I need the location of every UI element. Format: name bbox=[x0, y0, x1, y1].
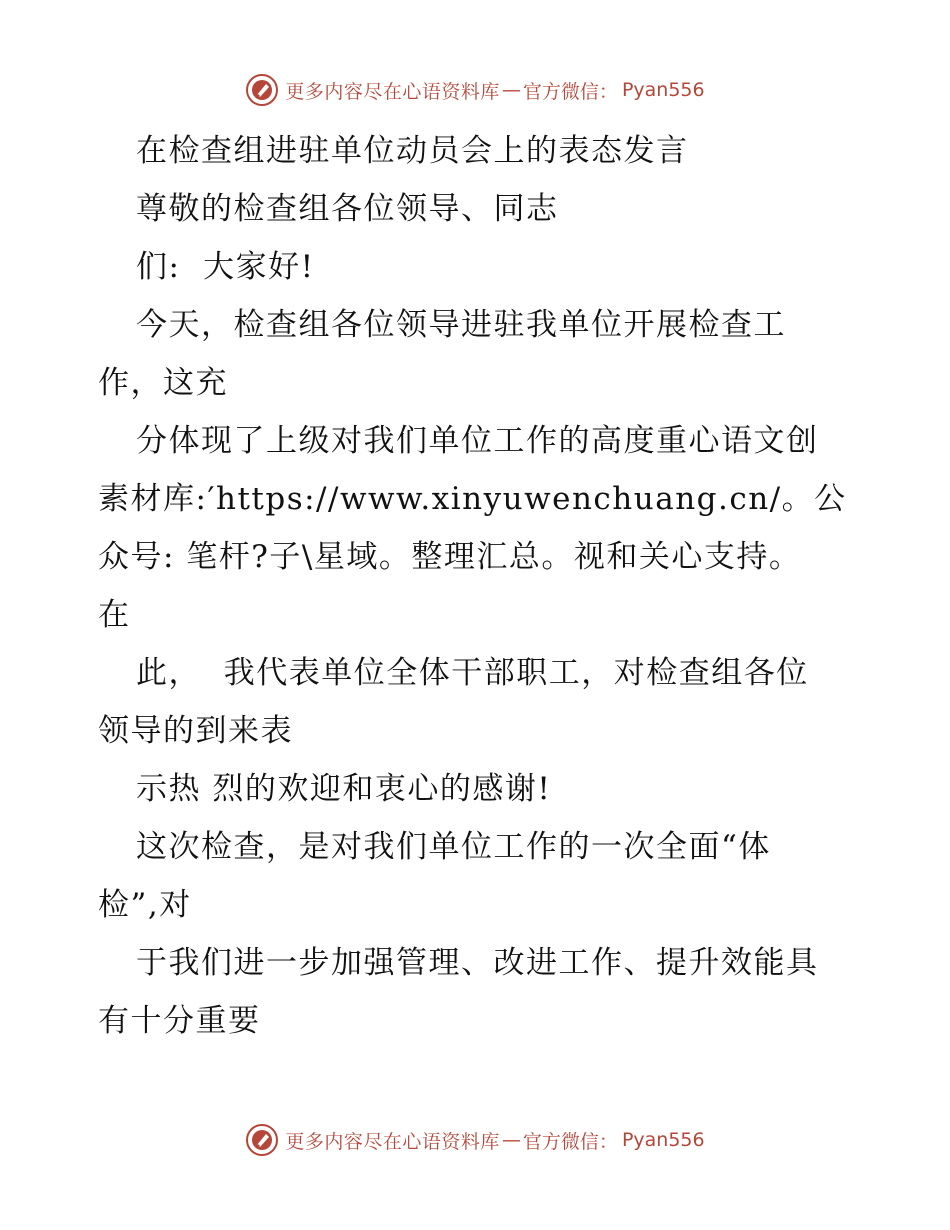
banner-dash: — bbox=[501, 79, 521, 101]
paragraph-line: 们: 大家好! bbox=[136, 249, 315, 285]
paragraph-line: 此， 我代表单位全体干部职工，对检查组各位 bbox=[136, 655, 809, 691]
paragraph-line: 众号: 笔杆?子\星域。整理汇总。视和关心支持。 bbox=[98, 539, 802, 575]
banner-prefix-text: 更多内容尽在心语资料库 bbox=[285, 1130, 500, 1153]
pen-nib-logo-icon bbox=[245, 1123, 279, 1157]
banner-dash: — bbox=[501, 1129, 521, 1151]
document-body bbox=[98, 122, 858, 1050]
paragraph-line: 领导的到来表 bbox=[98, 713, 293, 749]
document-title: 在检查组进驻单位动员会上的表态发言 bbox=[136, 133, 689, 169]
banner-wechat-id: Pyan556 bbox=[621, 79, 705, 101]
header-banner bbox=[0, 70, 950, 110]
paragraph-line: 于我们进一步加强管理、改进工作、提升效能具 bbox=[136, 945, 819, 981]
paragraph-line: 尊敬的检查组各位领导、同志 bbox=[136, 191, 559, 227]
paragraph-line: 有十分重要 bbox=[98, 1003, 261, 1039]
paragraph-line: 作，这充 bbox=[98, 365, 228, 401]
banner-wechat-id: Pyan556 bbox=[621, 1129, 705, 1151]
paragraph-line: 分体现了上级对我们单位工作的高度重心语文创 bbox=[136, 423, 819, 459]
banner-prefix-text: 更多内容尽在心语资料库 bbox=[285, 80, 500, 103]
banner-wechat-label: 官方微信： bbox=[522, 80, 618, 103]
paragraph-line: 今天，检查组各位领导进驻我单位开展检查工 bbox=[136, 307, 786, 343]
paragraph-line: 示热 烈的欢迎和衷心的感谢! bbox=[136, 771, 552, 807]
paragraph-line: 检”,对 bbox=[98, 887, 192, 923]
paragraph-line: 这次检查，是对我们单位工作的一次全面“体 bbox=[136, 829, 771, 865]
paragraph-line: 素材库:′https://www.xinyuwenchuang.cn/。公 bbox=[98, 481, 847, 517]
banner-wechat-label: 官方微信： bbox=[522, 1130, 618, 1153]
paragraph-line: 在 bbox=[98, 597, 131, 633]
footer-banner bbox=[0, 1120, 950, 1160]
pen-nib-logo-icon bbox=[245, 73, 279, 107]
